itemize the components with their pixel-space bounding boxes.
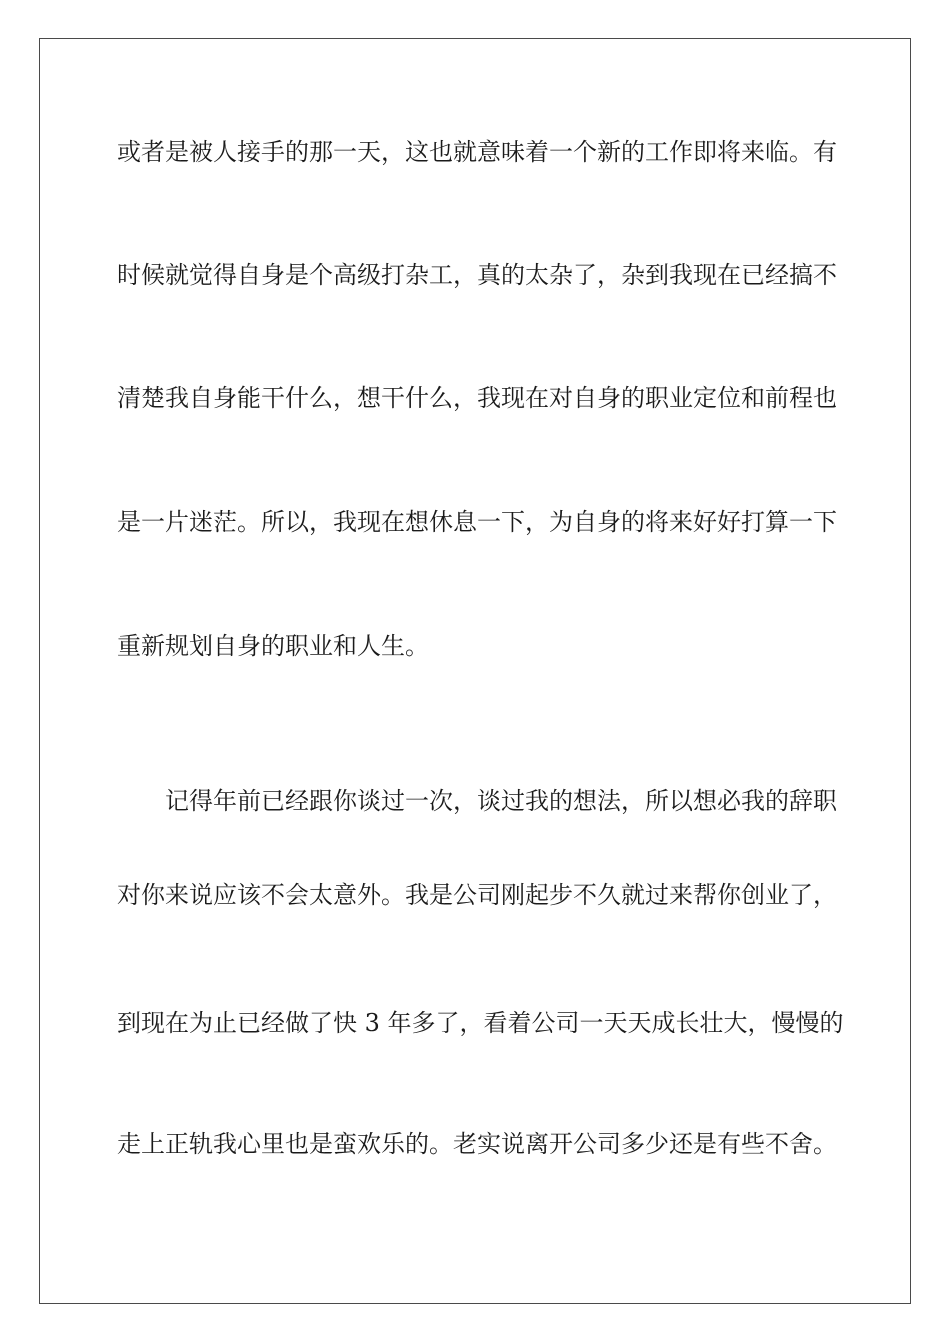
paragraph-2-line-3: 到现在为止已经做了快 3 年多了，看着公司一天天成长壮大，慢慢的: [117, 1009, 844, 1037]
paragraph-1-line-1: 或者是被人接手的那一天，这也就意味着一个新的工作即将来临。有: [117, 138, 837, 166]
paragraph-2-line-1: 记得年前已经跟你谈过一次，谈过我的想法，所以想必我的辞职: [165, 787, 837, 815]
paragraph-1-line-2: 时候就觉得自身是个高级打杂工，真的太杂了，杂到我现在已经搞不: [117, 261, 837, 289]
paragraph-2-line-4: 走上正轨我心里也是蛮欢乐的。老实说离开公司多少还是有些不舍。: [117, 1130, 837, 1158]
paragraph-1-line-3: 清楚我自身能干什么，想干什么，我现在对自身的职业定位和前程也: [117, 384, 837, 412]
paragraph-1-line-5: 重新规划自身的职业和人生。: [117, 632, 429, 660]
page-border: [39, 38, 911, 1304]
paragraph-1-line-4: 是一片迷茫。所以，我现在想休息一下，为自身的将来好好打算一下: [117, 508, 837, 536]
paragraph-2-line-2: 对你来说应该不会太意外。我是公司刚起步不久就过来帮你创业了，: [117, 881, 837, 909]
